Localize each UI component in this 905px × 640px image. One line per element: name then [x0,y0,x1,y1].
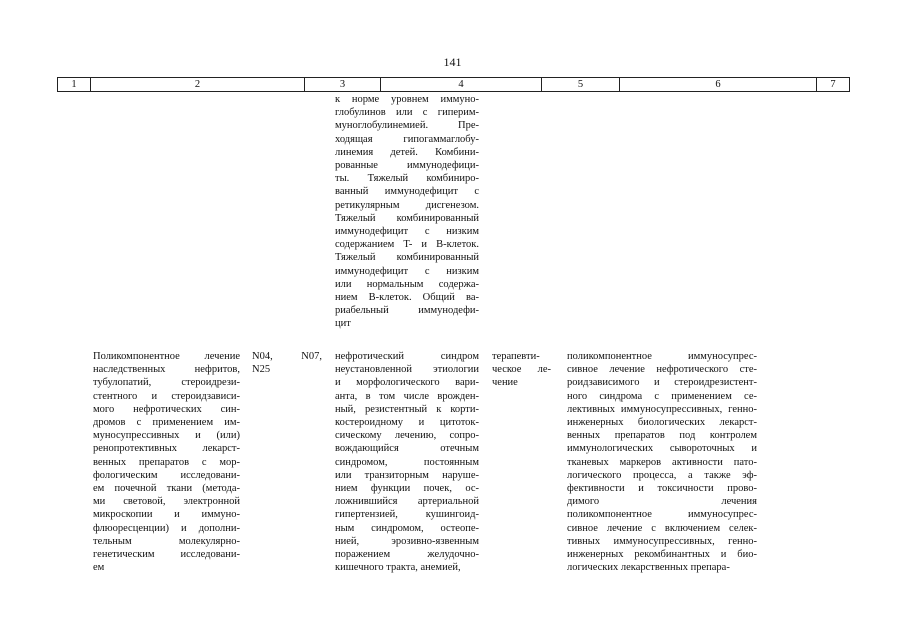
text-line: генетическим исследовани- [93,549,240,561]
page-number: 141 [443,55,462,69]
text-line: глобулинов или с гиперим- [335,107,479,119]
entry-col4-model [335,350,479,574]
entry-col2-method [93,350,240,574]
text-line: ренопротективных лекарст- [93,443,240,455]
text-line: ретикулярным дисгенезом. [335,199,479,211]
text-line: лективных иммуносупрессивных, генно- [567,403,757,415]
entry-col5-type [492,350,551,390]
header-col-6: 6 [620,78,817,91]
text-line: ем [93,562,105,574]
text-line: гипертензией, кушингоид- [335,509,479,521]
text-line: сивное лечение с включением селек- [567,522,757,534]
header-col-5: 5 [542,78,620,91]
text-line: стентного и стероидзависи- [93,390,240,402]
text-line: нием B-клеток. Общий ва- [335,292,479,304]
text-line: димого лечения [567,496,757,508]
text-line: фективности и токсичности прово- [567,483,757,495]
text-line: муносупрессивных и (или) [93,430,240,442]
text-line: ческое ле- [492,364,551,376]
text-line: иммунодефицит с низким [335,265,479,277]
text-line: сическому лечению, сопро- [335,430,479,442]
text-line: неустановленной этиологии [335,364,479,376]
entry-col3-codes [252,350,322,376]
text-line: наследственных нефритов, [93,364,240,376]
text-line: тельным молекулярно- [93,535,240,547]
text-line: ходящая гипогаммаглобу- [335,133,479,145]
text-line: тубулопатий, стероидрези- [93,377,240,389]
text-line: содержанием T- и B-клеток. [335,239,479,251]
text-line: терапевти- [492,351,540,362]
text-line: ный, резистентный к корти- [335,403,479,415]
text-line: флюоресценции) и дополни- [93,522,240,534]
text-line: муноглобулинемией. Пре- [335,120,479,132]
text-line: вождающийся отечным [335,443,479,455]
header-col-4: 4 [381,78,542,91]
text-line: логических лекарственных препара- [567,562,730,574]
text-line: ты. Тяжелый комбиниро- [335,173,479,185]
text-line: и морфологического вари- [335,377,479,389]
continuation-col4 [335,93,479,331]
text-line: тканевых маркеров активности пато- [567,456,757,468]
text-line: венных препаратов с мор- [93,456,240,468]
text-line: костероидному и цитоток- [335,417,479,429]
text-line: фологическим исследовани- [93,469,240,481]
text-line: ным синдромом, остеопе- [335,522,479,534]
text-line: Тяжелый комбинированный [335,252,479,264]
entry-col6-treatment [567,350,757,574]
text-line: линемия детей. Комбини- [335,146,479,158]
text-line: тивных иммуносупрессивных, генно- [567,535,757,547]
table-header-row [57,77,850,92]
text-line: к норме уровнем иммуно- [335,94,479,105]
text-line: рованные иммунодефици- [335,160,479,172]
text-line: цит [335,318,351,330]
text-line: поликомпонентное иммуносупрес- [567,351,757,362]
text-line: сивное лечение нефротического сте- [567,364,757,376]
header-col-3: 3 [305,78,381,91]
text-line: синдромом, постоянным [335,456,479,468]
text-line: мого нефротических син- [93,403,240,415]
text-line: ложнившийся артериальной [335,496,479,508]
header-col-2: 2 [91,78,305,91]
text-line: нием функции почек, ос- [335,483,479,495]
text-line: ванный иммунодефицит с [335,186,479,198]
text-line: чение [492,377,518,389]
text-line: анта, в том числе врожден- [335,390,479,402]
header-col-7: 7 [817,78,850,91]
text-line: логического процесса, а также эф- [567,469,757,481]
text-line: N04, N07, [252,351,322,362]
text-line: инженерных биологических лекарст- [567,417,757,429]
text-line: N25 [252,364,271,376]
text-line: венных препаратов под контролем [567,430,757,442]
text-line: или нормальным содержа- [335,278,479,290]
text-line: дромов с применением им- [93,417,240,429]
text-line: риабельный иммунодефи- [335,305,479,317]
text-line: ми световой, электронной [93,496,240,508]
text-line: ного синдрома с применением се- [567,390,757,402]
text-line: или транзиторным наруше- [335,469,479,481]
text-line: иммунодефицит с низким [335,226,479,238]
text-line: роидзависимого и стероидрезистент- [567,377,757,389]
text-line: ем почечной ткани (метода- [93,483,240,495]
text-line: нефротический синдром [335,351,479,362]
text-line: микроскопии и иммуно- [93,509,240,521]
text-line: нией, эрозивно-язвенным [335,535,479,547]
text-line: поражением желудочно- [335,549,479,561]
header-col-1: 1 [57,78,91,91]
text-line: инженерных рекомбинантных и био- [567,549,757,561]
text-line: Поликомпонентное лечение [93,351,240,362]
text-line: Тяжелый комбинированный [335,212,479,224]
text-line: кишечного тракта, анемией, [335,562,461,574]
text-line: иммунологических сывороточных и [567,443,757,455]
text-line: поликомпонентное иммуносупрес- [567,509,757,521]
